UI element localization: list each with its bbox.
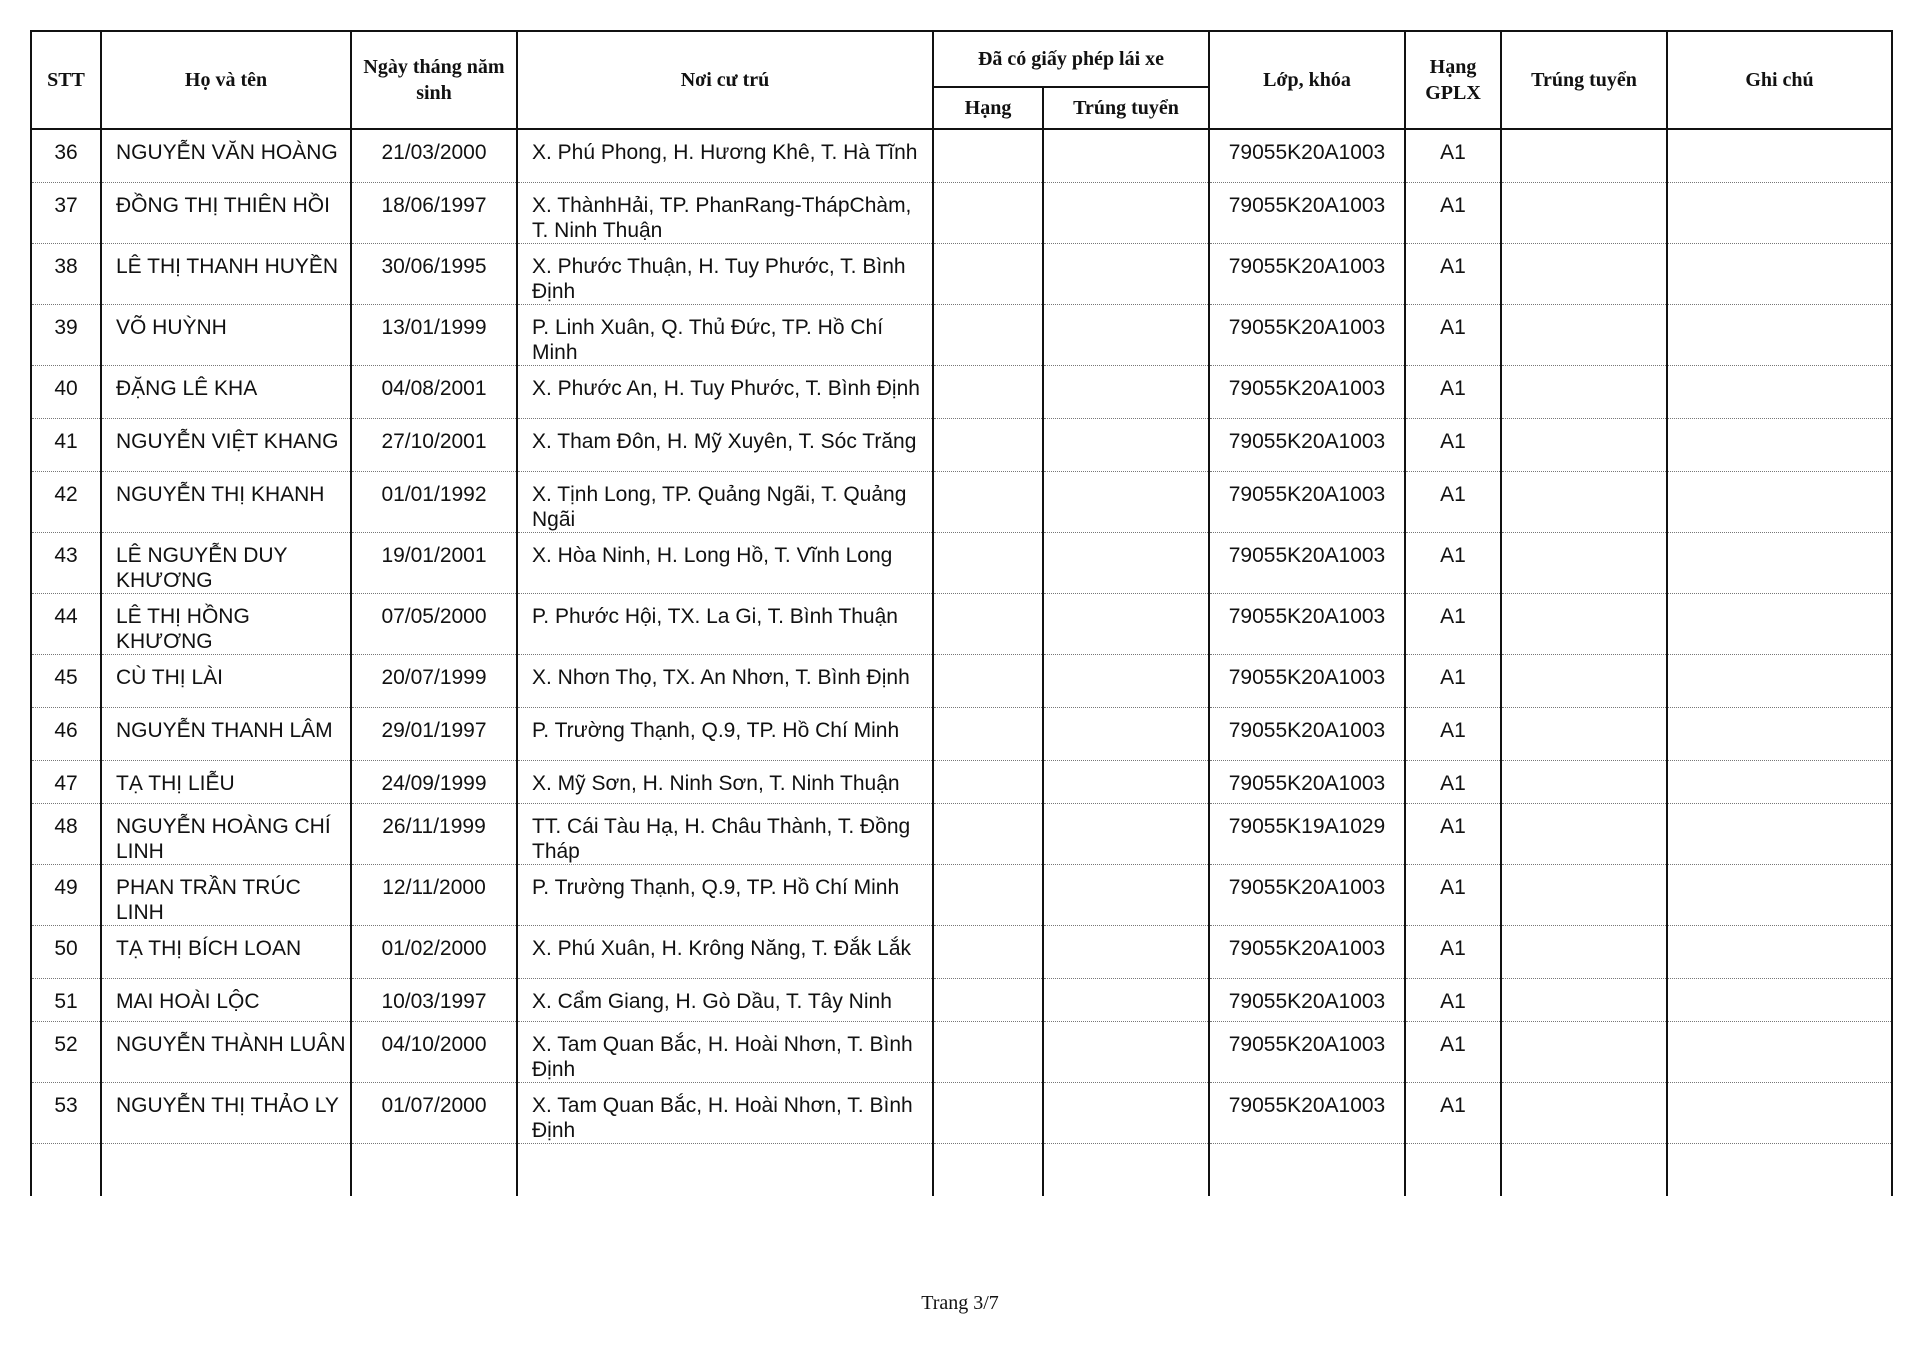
row-name: ĐẶNG LÊ KHA	[101, 365, 351, 418]
row-gplx-rank: A1	[1405, 978, 1501, 1021]
row-name: NGUYỄN THANH LÂM	[101, 707, 351, 760]
row-license-rank	[933, 925, 1043, 978]
row-address: X. Phú Phong, H. Hương Khê, T. Hà Tĩnh	[517, 129, 933, 182]
row-class: 79055K20A1003	[1209, 760, 1405, 803]
row-license-rank	[933, 304, 1043, 365]
table-row	[31, 803, 1892, 864]
table-row	[31, 418, 1892, 471]
row-class: 79055K20A1003	[1209, 593, 1405, 654]
row-dob: 01/02/2000	[351, 925, 517, 978]
row-dob: 26/11/1999	[351, 803, 517, 864]
header-license-group: Đã có giấy phép lái xe	[933, 31, 1209, 87]
row-name: NGUYỄN VĂN HOÀNG	[101, 129, 351, 182]
row-license-rank	[933, 471, 1043, 532]
row-name: MAI HOÀI LỘC	[101, 978, 351, 1021]
row-gplx-rank: A1	[1405, 925, 1501, 978]
row-note	[1667, 654, 1892, 707]
row-note	[1667, 532, 1892, 593]
row-stt: 37	[31, 182, 101, 243]
row-address: X. Phước An, H. Tuy Phước, T. Bình Định	[517, 365, 933, 418]
row-note	[1667, 471, 1892, 532]
table-row	[31, 593, 1892, 654]
row-note	[1667, 304, 1892, 365]
row-license-rank	[933, 760, 1043, 803]
row-stt: 51	[31, 978, 101, 1021]
row-name: NGUYỄN THỊ KHANH	[101, 471, 351, 532]
row-address: X. Phước Thuận, H. Tuy Phước, T. Bình Định	[517, 243, 933, 304]
row-passed	[1501, 182, 1667, 243]
header-address: Nơi cư trú	[517, 31, 933, 129]
row-passed	[1501, 925, 1667, 978]
row-gplx-rank: A1	[1405, 654, 1501, 707]
row-license-rank	[933, 365, 1043, 418]
row-class: 79055K20A1003	[1209, 864, 1405, 925]
row-note	[1667, 1021, 1892, 1082]
header-stt: STT	[31, 31, 101, 129]
row-license-rank	[933, 978, 1043, 1021]
row-stt: 47	[31, 760, 101, 803]
row-license-passed	[1043, 925, 1209, 978]
row-address: X. ThànhHải, TP. PhanRang-ThápChàm, T. Ninh Thuận	[517, 182, 933, 243]
table-row	[31, 304, 1892, 365]
table-row	[31, 243, 1892, 304]
row-license-rank	[933, 1082, 1043, 1143]
row-note	[1667, 803, 1892, 864]
row-note	[1667, 129, 1892, 182]
row-dob: 27/10/2001	[351, 418, 517, 471]
row-license-passed	[1043, 654, 1209, 707]
row-passed	[1501, 532, 1667, 593]
row-license-passed	[1043, 471, 1209, 532]
row-license-passed	[1043, 304, 1209, 365]
row-passed	[1501, 304, 1667, 365]
header-passed: Trúng tuyển	[1501, 31, 1667, 129]
table-row	[31, 760, 1892, 803]
row-name: CÙ THỊ LÀI	[101, 654, 351, 707]
row-license-passed	[1043, 760, 1209, 803]
row-note	[1667, 365, 1892, 418]
row-dob: 10/03/1997	[351, 978, 517, 1021]
row-passed	[1501, 1021, 1667, 1082]
table-row	[31, 1082, 1892, 1143]
empty-cell	[1405, 1143, 1501, 1196]
row-name: ĐỒNG THỊ THIÊN HỒI	[101, 182, 351, 243]
row-name: NGUYỄN VIỆT KHANG	[101, 418, 351, 471]
row-dob: 19/01/2001	[351, 532, 517, 593]
row-license-passed	[1043, 803, 1209, 864]
row-gplx-rank: A1	[1405, 532, 1501, 593]
row-class: 79055K20A1003	[1209, 1082, 1405, 1143]
row-dob: 30/06/1995	[351, 243, 517, 304]
row-class: 79055K20A1003	[1209, 925, 1405, 978]
row-class: 79055K20A1003	[1209, 129, 1405, 182]
table-row	[31, 707, 1892, 760]
row-note	[1667, 593, 1892, 654]
table-row	[31, 182, 1892, 243]
row-passed	[1501, 365, 1667, 418]
row-license-passed	[1043, 418, 1209, 471]
row-stt: 48	[31, 803, 101, 864]
row-name: TẠ THỊ BÍCH LOAN	[101, 925, 351, 978]
empty-cell	[1667, 1143, 1892, 1196]
row-gplx-rank: A1	[1405, 803, 1501, 864]
table-row	[31, 471, 1892, 532]
row-address: X. Tam Quan Bắc, H. Hoài Nhơn, T. Bình Định	[517, 1021, 933, 1082]
row-dob: 01/07/2000	[351, 1082, 517, 1143]
row-note	[1667, 864, 1892, 925]
row-address: P. Trường Thạnh, Q.9, TP. Hồ Chí Minh	[517, 707, 933, 760]
row-passed	[1501, 654, 1667, 707]
row-note	[1667, 243, 1892, 304]
row-address: P. Phước Hội, TX. La Gi, T. Bình Thuận	[517, 593, 933, 654]
row-address: TT. Cái Tàu Hạ, H. Châu Thành, T. Đồng Tháp	[517, 803, 933, 864]
table-row	[31, 532, 1892, 593]
row-note	[1667, 1082, 1892, 1143]
row-license-passed	[1043, 1082, 1209, 1143]
row-stt: 43	[31, 532, 101, 593]
row-dob: 18/06/1997	[351, 182, 517, 243]
row-address: P. Linh Xuân, Q. Thủ Đức, TP. Hồ Chí Minh	[517, 304, 933, 365]
row-gplx-rank: A1	[1405, 182, 1501, 243]
row-class: 79055K20A1003	[1209, 532, 1405, 593]
row-stt: 45	[31, 654, 101, 707]
row-gplx-rank: A1	[1405, 707, 1501, 760]
row-note	[1667, 760, 1892, 803]
header-license-rank: Hạng	[933, 87, 1043, 129]
table-row	[31, 978, 1892, 1021]
header-license-passed: Trúng tuyển	[1043, 87, 1209, 129]
row-note	[1667, 182, 1892, 243]
row-license-passed	[1043, 593, 1209, 654]
row-address: X. Tịnh Long, TP. Quảng Ngãi, T. Quảng Ngãi	[517, 471, 933, 532]
row-passed	[1501, 864, 1667, 925]
row-dob: 24/09/1999	[351, 760, 517, 803]
row-gplx-rank: A1	[1405, 1021, 1501, 1082]
row-class: 79055K20A1003	[1209, 1021, 1405, 1082]
row-gplx-rank: A1	[1405, 593, 1501, 654]
header-note: Ghi chú	[1667, 31, 1892, 129]
row-note	[1667, 707, 1892, 760]
row-class: 79055K19A1029	[1209, 803, 1405, 864]
row-note	[1667, 418, 1892, 471]
row-dob: 20/07/1999	[351, 654, 517, 707]
row-passed	[1501, 418, 1667, 471]
row-license-rank	[933, 654, 1043, 707]
row-address: X. Cẩm Giang, H. Gò Dầu, T. Tây Ninh	[517, 978, 933, 1021]
empty-cell	[351, 1143, 517, 1196]
row-note	[1667, 978, 1892, 1021]
header-gplx-rank: Hạng GPLX	[1405, 31, 1501, 129]
row-gplx-rank: A1	[1405, 864, 1501, 925]
row-address: X. Mỹ Sơn, H. Ninh Sơn, T. Ninh Thuận	[517, 760, 933, 803]
row-name: NGUYỄN THÀNH LUÂN	[101, 1021, 351, 1082]
row-note	[1667, 925, 1892, 978]
table-row	[31, 365, 1892, 418]
row-address: X. Phú Xuân, H. Krông Năng, T. Đắk Lắk	[517, 925, 933, 978]
row-license-rank	[933, 243, 1043, 304]
row-dob: 04/10/2000	[351, 1021, 517, 1082]
header-class: Lớp, khóa	[1209, 31, 1405, 129]
row-dob: 12/11/2000	[351, 864, 517, 925]
row-license-passed	[1043, 129, 1209, 182]
row-class: 79055K20A1003	[1209, 471, 1405, 532]
row-license-passed	[1043, 707, 1209, 760]
empty-cell	[31, 1143, 101, 1196]
header-name: Họ và tên	[101, 31, 351, 129]
row-stt: 38	[31, 243, 101, 304]
row-license-rank	[933, 182, 1043, 243]
row-dob: 13/01/1999	[351, 304, 517, 365]
row-class: 79055K20A1003	[1209, 243, 1405, 304]
row-class: 79055K20A1003	[1209, 707, 1405, 760]
empty-cell	[1043, 1143, 1209, 1196]
row-license-passed	[1043, 182, 1209, 243]
row-stt: 53	[31, 1082, 101, 1143]
row-name: LÊ THỊ HỒNG KHƯƠNG	[101, 593, 351, 654]
row-name: PHAN TRẦN TRÚC LINH	[101, 864, 351, 925]
row-name: LÊ NGUYỄN DUY KHƯƠNG	[101, 532, 351, 593]
row-license-rank	[933, 1021, 1043, 1082]
row-license-rank	[933, 707, 1043, 760]
header-dob: Ngày tháng năm sinh	[351, 31, 517, 129]
row-class: 79055K20A1003	[1209, 418, 1405, 471]
row-gplx-rank: A1	[1405, 304, 1501, 365]
row-license-passed	[1043, 1021, 1209, 1082]
row-dob: 21/03/2000	[351, 129, 517, 182]
row-license-rank	[933, 803, 1043, 864]
table-row	[31, 1021, 1892, 1082]
row-dob: 04/08/2001	[351, 365, 517, 418]
row-gplx-rank: A1	[1405, 471, 1501, 532]
row-license-passed	[1043, 978, 1209, 1021]
row-stt: 41	[31, 418, 101, 471]
row-license-rank	[933, 418, 1043, 471]
row-passed	[1501, 593, 1667, 654]
row-dob: 01/01/1992	[351, 471, 517, 532]
table-header	[31, 31, 1892, 129]
row-stt: 50	[31, 925, 101, 978]
row-address: X. Nhơn Thọ, TX. An Nhơn, T. Bình Định	[517, 654, 933, 707]
row-gplx-rank: A1	[1405, 243, 1501, 304]
row-address: P. Trường Thạnh, Q.9, TP. Hồ Chí Minh	[517, 864, 933, 925]
row-gplx-rank: A1	[1405, 418, 1501, 471]
row-gplx-rank: A1	[1405, 129, 1501, 182]
row-stt: 49	[31, 864, 101, 925]
row-license-passed	[1043, 365, 1209, 418]
row-name: TẠ THỊ LIỄU	[101, 760, 351, 803]
row-name: NGUYỄN HOÀNG CHÍ LINH	[101, 803, 351, 864]
candidate-table	[30, 30, 1893, 1196]
row-passed	[1501, 1082, 1667, 1143]
row-license-passed	[1043, 243, 1209, 304]
empty-cell	[1501, 1143, 1667, 1196]
row-license-rank	[933, 593, 1043, 654]
row-passed	[1501, 471, 1667, 532]
row-passed	[1501, 129, 1667, 182]
table-body	[31, 129, 1892, 1196]
table-row	[31, 864, 1892, 925]
row-gplx-rank: A1	[1405, 1082, 1501, 1143]
row-stt: 52	[31, 1021, 101, 1082]
row-name: VÕ HUỲNH	[101, 304, 351, 365]
row-class: 79055K20A1003	[1209, 978, 1405, 1021]
row-address: X. Hòa Ninh, H. Long Hồ, T. Vĩnh Long	[517, 532, 933, 593]
row-passed	[1501, 243, 1667, 304]
row-stt: 44	[31, 593, 101, 654]
row-stt: 39	[31, 304, 101, 365]
row-class: 79055K20A1003	[1209, 365, 1405, 418]
row-class: 79055K20A1003	[1209, 182, 1405, 243]
row-gplx-rank: A1	[1405, 760, 1501, 803]
row-passed	[1501, 760, 1667, 803]
row-class: 79055K20A1003	[1209, 304, 1405, 365]
row-dob: 29/01/1997	[351, 707, 517, 760]
row-dob: 07/05/2000	[351, 593, 517, 654]
row-name: NGUYỄN THỊ THẢO LY	[101, 1082, 351, 1143]
row-class: 79055K20A1003	[1209, 654, 1405, 707]
row-stt: 42	[31, 471, 101, 532]
row-passed	[1501, 803, 1667, 864]
empty-row	[31, 1143, 1892, 1196]
page-number: Trang 3/7	[921, 1292, 999, 1314]
row-license-passed	[1043, 532, 1209, 593]
row-address: X. Tham Đôn, H. Mỹ Xuyên, T. Sóc Trăng	[517, 418, 933, 471]
row-license-passed	[1043, 864, 1209, 925]
row-license-rank	[933, 864, 1043, 925]
row-license-rank	[933, 532, 1043, 593]
row-passed	[1501, 978, 1667, 1021]
row-stt: 46	[31, 707, 101, 760]
table-row	[31, 654, 1892, 707]
empty-cell	[933, 1143, 1043, 1196]
row-address: X. Tam Quan Bắc, H. Hoài Nhơn, T. Bình Định	[517, 1082, 933, 1143]
row-stt: 36	[31, 129, 101, 182]
row-stt: 40	[31, 365, 101, 418]
row-gplx-rank: A1	[1405, 365, 1501, 418]
empty-cell	[101, 1143, 351, 1196]
row-passed	[1501, 707, 1667, 760]
table-row	[31, 129, 1892, 182]
row-name: LÊ THỊ THANH HUYỀN	[101, 243, 351, 304]
empty-cell	[1209, 1143, 1405, 1196]
row-license-rank	[933, 129, 1043, 182]
empty-cell	[517, 1143, 933, 1196]
table-row	[31, 925, 1892, 978]
